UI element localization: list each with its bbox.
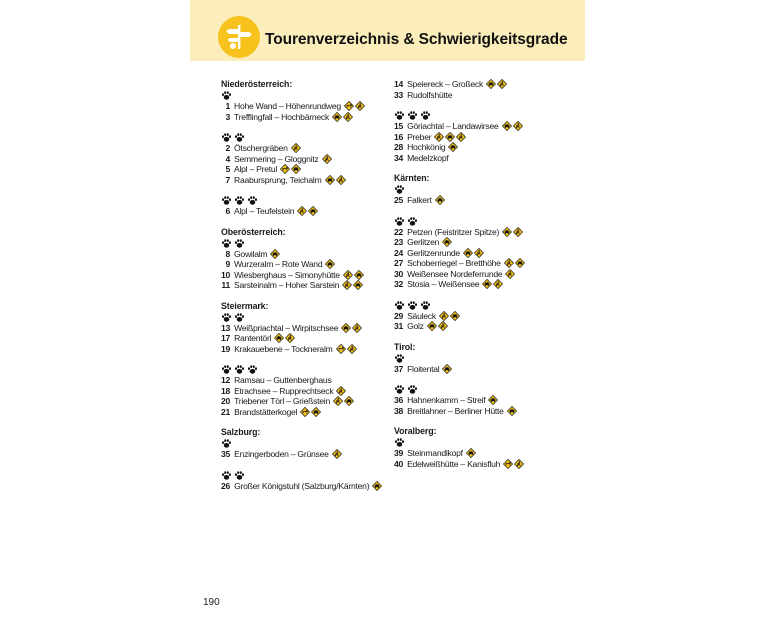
tour-entry [221, 259, 391, 270]
tour-entry [394, 395, 569, 406]
tour-icons [486, 79, 507, 89]
difficulty-level [394, 437, 569, 448]
paw-icon [221, 438, 232, 449]
tour-number: 29 [394, 310, 404, 321]
tour-icons [322, 154, 332, 164]
hiker-sign-icon [336, 175, 346, 185]
tour-icons [427, 321, 448, 331]
hiker-sign-icon [438, 321, 448, 331]
paw-icon [221, 364, 232, 375]
hiker-sign-icon [333, 396, 343, 406]
car-sign-icon [311, 407, 321, 417]
region-title: Tirol: [394, 341, 416, 352]
hiker-sign-icon [332, 449, 342, 459]
car-sign-icon [450, 311, 460, 321]
signpost-icon [218, 16, 260, 58]
tour-icons [300, 407, 321, 417]
tour-entry [394, 311, 569, 322]
tour-number: 5 [225, 164, 230, 174]
tour-number: 16 [394, 131, 404, 142]
tour-number: 2 [225, 143, 230, 153]
difficulty-group [394, 79, 569, 100]
tour-icons [270, 249, 280, 259]
tour-entry [221, 112, 391, 123]
hiker-sign-icon [343, 112, 353, 122]
difficulty-group [221, 132, 391, 185]
page-title: Tourenverzeichnis & Schwierigkeitsgrade [265, 31, 568, 48]
paw-icon [234, 470, 245, 481]
car-sign-icon [354, 270, 364, 280]
tour-entry [394, 79, 569, 90]
difficulty-group [221, 195, 391, 217]
tour-number: 15 [394, 121, 404, 131]
tour-icons [463, 248, 484, 258]
tour-icons [442, 237, 452, 247]
region-section [221, 301, 391, 418]
difficulty-group [394, 384, 569, 416]
tour-number: 8 [225, 248, 230, 259]
tour-icons [434, 132, 466, 142]
tour-name: Preber [407, 131, 432, 142]
tour-icons [280, 164, 301, 174]
tour-icons [341, 323, 362, 333]
tour-entry [394, 406, 569, 417]
tour-icons [466, 448, 476, 458]
tour-name: Weißensee Nordeferrunde [407, 268, 503, 279]
hiker-sign-icon [285, 333, 295, 343]
difficulty-group [394, 184, 569, 206]
car-sign-icon [488, 395, 498, 405]
difficulty-level [394, 353, 569, 364]
tour-number: 4 [225, 153, 230, 164]
hiker-sign-icon [291, 143, 301, 153]
region-section [394, 173, 569, 332]
car-sign-icon [502, 121, 512, 131]
tour-name: Brandstätterkogel [234, 406, 298, 417]
difficulty-level [221, 238, 391, 249]
hiker-sign-icon [297, 206, 307, 216]
hiker-sign-icon [439, 311, 449, 321]
tour-name: Stosia – Weißensee [407, 279, 480, 289]
paw-icon [394, 437, 405, 448]
tour-name: Ötschergräben [234, 143, 288, 153]
hiker-sign-icon [456, 132, 466, 142]
tour-entry [394, 364, 569, 375]
tour-number: 24 [394, 247, 404, 258]
hiker-sign-icon [336, 386, 346, 396]
hiker-sign-icon [352, 323, 362, 333]
hiker-sign-icon [504, 258, 514, 268]
tour-number: 20 [221, 396, 231, 406]
paw-icon [394, 216, 405, 227]
dog-sign-icon [280, 164, 290, 174]
tour-entry [221, 323, 391, 334]
car-sign-icon [427, 321, 437, 331]
tour-number: 39 [394, 448, 404, 458]
paw-icon [407, 110, 418, 121]
tour-name: Säuleck [407, 310, 436, 321]
tour-number: 31 [394, 321, 404, 331]
car-sign-icon [466, 448, 476, 458]
tour-icons [435, 195, 445, 205]
hiker-sign-icon [343, 270, 353, 280]
hiker-sign-icon [493, 279, 503, 289]
paw-icon [394, 110, 405, 121]
hiker-sign-icon [347, 344, 357, 354]
difficulty-group [221, 438, 391, 460]
tour-name: Falkert [407, 195, 432, 205]
car-sign-icon [353, 280, 363, 290]
tour-column-left [221, 79, 391, 501]
tour-entry [394, 321, 569, 332]
difficulty-level [221, 364, 391, 375]
hiker-sign-icon [434, 132, 444, 142]
difficulty-group [394, 216, 569, 290]
tour-icons [502, 227, 523, 237]
tour-entry [221, 101, 391, 112]
difficulty-level [394, 384, 569, 395]
hiker-sign-icon [513, 227, 523, 237]
tour-number: 6 [225, 206, 230, 216]
region-title: Voralberg: [394, 426, 437, 436]
tour-entry [394, 248, 569, 259]
car-sign-icon [372, 481, 382, 491]
difficulty-group [221, 470, 391, 492]
region-section [221, 427, 391, 491]
paw-icon [234, 364, 245, 375]
tour-name: Gowilalm [234, 248, 268, 259]
car-sign-icon [344, 396, 354, 406]
hiker-sign-icon [514, 459, 524, 469]
tour-name: Gerlitzenrunde [407, 247, 460, 258]
tour-entry [221, 344, 391, 355]
tour-icons [332, 112, 353, 122]
tour-number: 13 [221, 322, 231, 333]
region-title: Niederösterreich: [221, 79, 293, 89]
region-section [394, 79, 569, 163]
paw-icon [234, 195, 245, 206]
tour-name: Wiesberghaus – Simonyhütte [234, 269, 340, 280]
tour-number: 1 [225, 101, 230, 111]
paw-icon [394, 353, 405, 364]
tour-name: Triebener Törl – Grießstein [234, 396, 330, 406]
region-title: Steiermark: [221, 300, 269, 311]
page-number: 190 [203, 597, 220, 608]
car-sign-icon [463, 248, 473, 258]
difficulty-level [394, 110, 569, 121]
tour-number: 32 [394, 279, 404, 289]
tour-number: 17 [221, 333, 231, 343]
tour-number: 18 [221, 385, 231, 396]
tour-icons [439, 311, 460, 321]
paw-icon [221, 238, 232, 249]
tour-icons [336, 344, 357, 354]
tour-name: Alpl – Teufelstein [234, 206, 295, 216]
car-sign-icon [448, 142, 458, 152]
paw-icon [420, 110, 431, 121]
dog-sign-icon [344, 101, 354, 111]
tour-number: 40 [394, 458, 404, 469]
tour-number: 25 [394, 195, 404, 205]
paw-icon [234, 132, 245, 143]
hiker-sign-icon [322, 154, 332, 164]
difficulty-group [221, 90, 391, 122]
tour-entry [394, 279, 569, 290]
tour-name: Etrachsee – Rupprechtseck [234, 385, 334, 396]
difficulty-level [394, 300, 569, 311]
tour-number: 22 [394, 226, 404, 237]
car-sign-icon [274, 333, 284, 343]
tour-entry [394, 153, 569, 164]
tour-entry [221, 481, 391, 492]
tour-number: 30 [394, 268, 404, 279]
paw-icon [221, 90, 232, 101]
tour-entry [394, 90, 569, 101]
tour-icons [297, 206, 318, 216]
difficulty-level [221, 438, 391, 449]
tour-name: Rantentörl [234, 333, 272, 343]
region-section [221, 227, 391, 291]
tour-number: 21 [221, 406, 231, 417]
hiker-sign-icon [505, 269, 515, 279]
tour-number: 19 [221, 343, 231, 354]
region-title: Salzburg: [221, 427, 261, 437]
difficulty-group [394, 437, 569, 469]
difficulty-level [394, 184, 569, 195]
tour-number: 33 [394, 89, 404, 100]
paw-icon [420, 300, 431, 311]
hiker-sign-icon [513, 121, 523, 131]
tour-number: 3 [225, 111, 230, 122]
tour-entry [221, 164, 391, 175]
tour-icons [442, 364, 452, 374]
tour-number: 14 [394, 79, 404, 89]
region-section [221, 79, 391, 217]
difficulty-group [394, 300, 569, 332]
dog-sign-icon [336, 344, 346, 354]
tour-icons [482, 279, 503, 289]
car-sign-icon [445, 132, 455, 142]
tour-icons [503, 459, 524, 469]
tour-number: 38 [394, 405, 404, 416]
paw-icon [394, 384, 405, 395]
tour-icons [502, 121, 523, 131]
tour-entry [221, 280, 391, 291]
car-sign-icon [291, 164, 301, 174]
paw-icon [234, 238, 245, 249]
tour-name: Hochkönig [407, 142, 446, 152]
tour-icons [507, 406, 517, 416]
difficulty-group [221, 312, 391, 355]
paw-icon [221, 312, 232, 323]
tour-number: 9 [225, 259, 230, 269]
tour-name: Alpl – Pretul [234, 164, 278, 174]
paw-icon [407, 216, 418, 227]
car-sign-icon [325, 259, 335, 269]
tour-name: Speiereck – Großeck [407, 79, 484, 89]
tour-entry [221, 407, 391, 418]
region-title: Kärnten: [394, 173, 430, 183]
difficulty-group [394, 353, 569, 375]
tour-name: Breitlahner – Berliner Hütte [407, 405, 504, 416]
paw-icon [247, 195, 258, 206]
hiker-sign-icon [474, 248, 484, 258]
tour-number: 34 [394, 152, 404, 163]
car-sign-icon [486, 79, 496, 89]
tour-entry [394, 132, 569, 143]
hiker-sign-icon [342, 280, 352, 290]
car-sign-icon [442, 237, 452, 247]
tour-entry [394, 195, 569, 206]
difficulty-level [221, 90, 391, 101]
tour-entry [221, 249, 391, 260]
difficulty-level [394, 216, 569, 227]
tour-name: Semmering – Gloggnitz [234, 153, 319, 164]
tour-name: Ramsau – Guttenberghaus [234, 375, 332, 385]
difficulty-level [221, 312, 391, 323]
tour-icons [372, 481, 382, 491]
region-title: Oberösterreich: [221, 226, 286, 237]
paw-icon [394, 184, 405, 195]
tour-column-right [394, 79, 569, 479]
region-section [394, 342, 569, 417]
paw-icon [221, 470, 232, 481]
tour-entry [394, 121, 569, 132]
tour-icons [343, 270, 364, 280]
tour-name: Großer Königstuhl (Salzburg/Kärnten) [234, 480, 370, 491]
car-sign-icon [325, 175, 335, 185]
tour-entry [394, 459, 569, 470]
tour-number: 35 [221, 449, 231, 459]
difficulty-level [221, 195, 391, 206]
tour-name: Rudolfshütte [407, 89, 453, 100]
paw-icon [221, 132, 232, 143]
tour-number: 12 [221, 375, 231, 385]
tour-icons [448, 142, 458, 152]
paw-icon [407, 384, 418, 395]
tour-name: Sarsteinalm – Hoher Sarstein [234, 280, 340, 290]
tour-name: Enzingerboden – Grünsee [234, 449, 329, 459]
tour-icons [325, 175, 346, 185]
tour-entry [221, 206, 391, 217]
tour-name: Weißpriachtal – Wirpitschsee [234, 322, 339, 333]
tour-icons [332, 449, 342, 459]
region-section [394, 426, 569, 469]
tour-number: 23 [394, 237, 404, 247]
tour-name: Petzen (Feistritzer Spitze) [407, 226, 500, 237]
tour-icons [336, 386, 346, 396]
tour-name: Wurzeralm – Rote Wand [234, 259, 323, 269]
tour-name: Hahnenkamm – Streif [407, 395, 486, 405]
tour-number: 37 [394, 363, 404, 374]
difficulty-group [394, 110, 569, 163]
tour-number: 26 [221, 480, 231, 491]
tour-icons [333, 396, 354, 406]
tour-name: Hohe Wand – Höhenrundweg [234, 101, 341, 111]
difficulty-group [221, 364, 391, 417]
car-sign-icon [507, 406, 517, 416]
tour-entry [221, 175, 391, 186]
paw-icon [407, 300, 418, 311]
tour-entry [394, 269, 569, 280]
tour-name: Floitental [407, 363, 440, 374]
tour-entry [394, 227, 569, 238]
hiker-sign-icon [497, 79, 507, 89]
tour-name: Schoberriegel – Bretthöhe [407, 258, 501, 268]
tour-icons [325, 259, 335, 269]
tour-name: Edelweißhütte – Kanisfluh [407, 458, 501, 469]
tour-entry [394, 142, 569, 153]
tour-icons [274, 333, 295, 343]
tour-entry [221, 270, 391, 281]
paw-icon [221, 195, 232, 206]
car-sign-icon [442, 364, 452, 374]
tour-name: Medelzkopf [407, 152, 449, 163]
car-sign-icon [502, 227, 512, 237]
tour-entry [221, 333, 391, 344]
tour-entry [221, 375, 391, 386]
tour-name: Gerlitzen [407, 237, 440, 247]
tour-entry [221, 143, 391, 154]
car-sign-icon [308, 206, 318, 216]
car-sign-icon [482, 279, 492, 289]
tour-entry [394, 448, 569, 459]
tour-entry [221, 154, 391, 165]
car-sign-icon [435, 195, 445, 205]
tour-name: Steinmandlkopf [407, 448, 463, 458]
car-sign-icon [341, 323, 351, 333]
tour-icons [291, 143, 301, 153]
tour-number: 36 [394, 395, 404, 405]
tour-icons [505, 269, 515, 279]
paw-icon [234, 312, 245, 323]
tour-name: Golz [407, 321, 424, 331]
tour-number: 27 [394, 258, 404, 268]
paw-icon [247, 364, 258, 375]
hiker-sign-icon [355, 101, 365, 111]
tour-entry [221, 386, 391, 397]
tour-icons [504, 258, 525, 268]
car-sign-icon [332, 112, 342, 122]
paw-icon [394, 300, 405, 311]
tour-name: Krakauebene – Tockneralm [234, 343, 333, 354]
tour-entry [394, 237, 569, 248]
car-sign-icon [270, 249, 280, 259]
tour-entry [221, 449, 391, 460]
dog-sign-icon [503, 459, 513, 469]
tour-icons [344, 101, 365, 111]
tour-number: 11 [221, 280, 230, 290]
difficulty-group [221, 238, 391, 291]
tour-name: Göriachtal – Landawirsee [407, 121, 499, 131]
tour-number: 7 [225, 174, 230, 185]
dog-sign-icon [300, 407, 310, 417]
tour-icons [488, 395, 498, 405]
tour-entry [394, 258, 569, 269]
tour-name: Raabursprung, Teichalm [234, 174, 322, 185]
tour-icons [342, 280, 363, 290]
tour-number: 10 [221, 269, 231, 280]
tour-entry [221, 396, 391, 407]
tour-name: Trefflingfall – Hochbärneck [234, 111, 329, 122]
difficulty-level [221, 470, 391, 481]
car-sign-icon [515, 258, 525, 268]
difficulty-level [221, 132, 391, 143]
tour-number: 28 [394, 142, 404, 152]
